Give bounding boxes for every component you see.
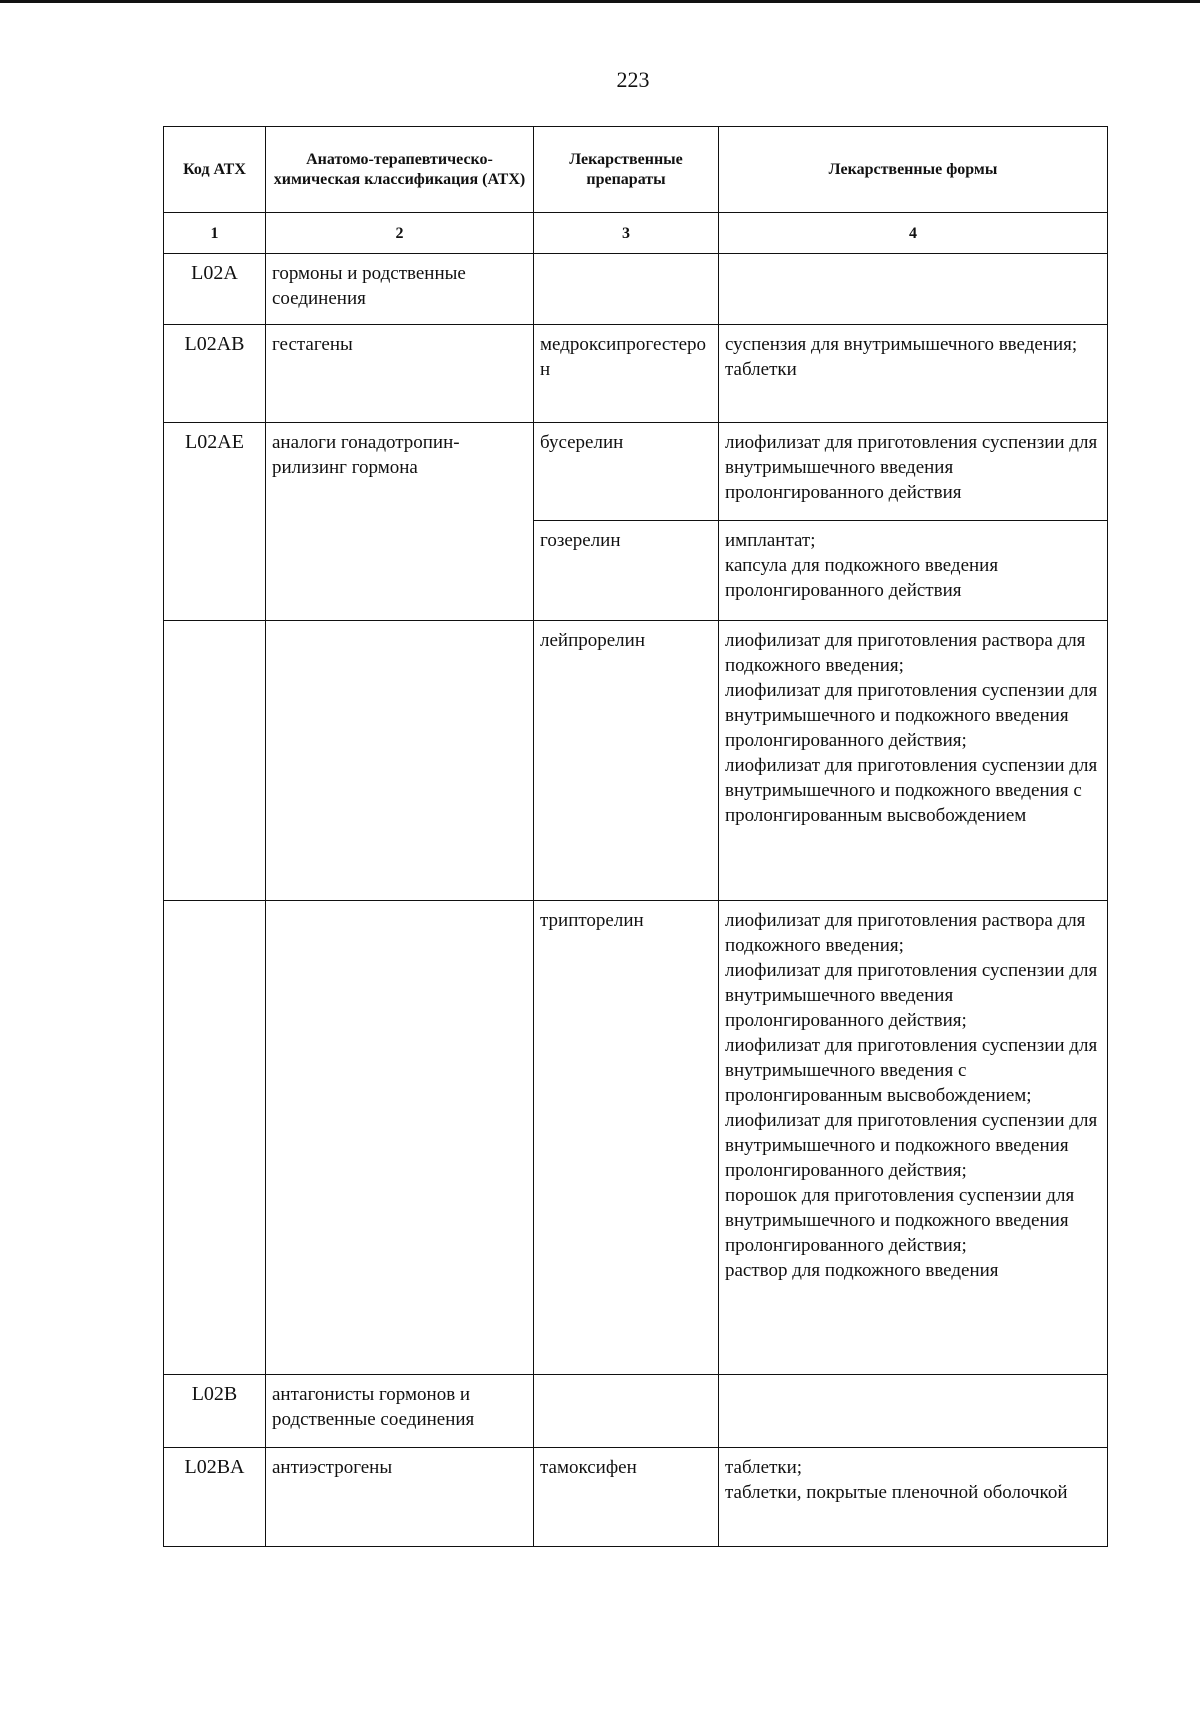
forms-cell <box>719 521 1108 621</box>
atx-table <box>163 126 1108 1547</box>
drug-cell <box>534 254 719 325</box>
dosage-form: порошок для приготовления суспензии для внутримышечного и подкожного введения пролонгированного действия; <box>725 1185 1075 1256</box>
atx-code-cell: L02AE <box>164 423 266 621</box>
drug-cell: бусерелин <box>534 423 719 521</box>
header-drugs: Лекарственные препараты <box>534 127 719 213</box>
classification-cell: антиэстрогены <box>266 1448 534 1547</box>
atx-code-cell: L02A <box>164 254 266 325</box>
dosage-form: лиофилизат для приготовления раствора для подкожного введения; <box>725 910 1086 956</box>
header-code: Код АТХ <box>164 127 266 213</box>
column-number: 3 <box>534 213 719 254</box>
table-row <box>164 621 1108 901</box>
table-row <box>164 325 1108 423</box>
header-classification: Анатомо-терапевтическо-химическая классификация (АТХ) <box>266 127 534 213</box>
atx-code-cell <box>164 901 266 1375</box>
column-number: 2 <box>266 213 534 254</box>
dosage-form: имплантат; <box>725 530 816 551</box>
forms-cell <box>719 325 1108 423</box>
classification-cell: аналоги гонадотропин-рилизинг гормона <box>266 423 534 621</box>
dosage-form: лиофилизат для приготовления суспензии для внутримышечного введения пролонгированного действия; <box>725 960 1098 1031</box>
drug-cell: тамоксифен <box>534 1448 719 1547</box>
classification-cell <box>266 901 534 1375</box>
drug-cell: лейпрорелин <box>534 621 719 901</box>
table-row <box>164 423 1108 521</box>
dosage-form: раствор для подкожного введения <box>725 1260 999 1281</box>
dosage-form: лиофилизат для приготовления суспензии для внутримышечного и подкожного введения с пролонгированным высвобождением <box>725 755 1098 826</box>
table-row <box>164 1448 1108 1547</box>
forms-cell <box>719 1375 1108 1448</box>
table-row <box>164 901 1108 1375</box>
table-row <box>164 1375 1108 1448</box>
drug-cell <box>534 1375 719 1448</box>
column-number: 4 <box>719 213 1108 254</box>
atx-code-cell: L02BA <box>164 1448 266 1547</box>
forms-cell <box>719 254 1108 325</box>
page-number: 223 <box>616 67 650 92</box>
dosage-form: лиофилизат для приготовления суспензии для внутримышечного введения с пролонгированным высвобождением; <box>725 1035 1098 1106</box>
atx-code-cell: L02B <box>164 1375 266 1448</box>
dosage-form: лиофилизат для приготовления суспензии для внутримышечного введения пролонгированного действия <box>725 432 1098 503</box>
column-number-row <box>164 213 1108 254</box>
drug-cell: трипторелин <box>534 901 719 1375</box>
forms-cell <box>719 901 1108 1375</box>
page-top-edge <box>0 0 1200 3</box>
dosage-form: суспензия для внутримышечного введения; <box>725 334 1078 355</box>
table-row <box>164 254 1108 325</box>
dosage-form: таблетки; <box>725 1457 803 1478</box>
drug-cell: медроксипрогестерон <box>534 325 719 423</box>
dosage-form: капсула для подкожного введения пролонгированного действия <box>725 555 999 601</box>
header-forms: Лекарственные формы <box>719 127 1108 213</box>
forms-cell <box>719 423 1108 521</box>
dosage-form: лиофилизат для приготовления суспензии для внутримышечного и подкожного введения пролонгированного действия; <box>725 1110 1098 1181</box>
classification-cell: гормоны и родственные соединения <box>266 254 534 325</box>
drug-cell: гозерелин <box>534 521 719 621</box>
column-number: 1 <box>164 213 266 254</box>
forms-cell <box>719 621 1108 901</box>
atx-code-cell <box>164 621 266 901</box>
dosage-form: лиофилизат для приготовления суспензии для внутримышечного и подкожного введения пролонгированного действия; <box>725 680 1098 751</box>
dosage-form: таблетки <box>725 359 797 380</box>
forms-cell <box>719 1448 1108 1547</box>
dosage-form: таблетки, покрытые пленочной оболочкой <box>725 1482 1068 1503</box>
classification-cell <box>266 621 534 901</box>
atx-code-cell: L02AB <box>164 325 266 423</box>
dosage-form: лиофилизат для приготовления раствора для подкожного введения; <box>725 630 1086 676</box>
table-header-row <box>164 127 1108 213</box>
classification-cell: антагонисты гормонов и родственные соединения <box>266 1375 534 1448</box>
classification-cell: гестагены <box>266 325 534 423</box>
